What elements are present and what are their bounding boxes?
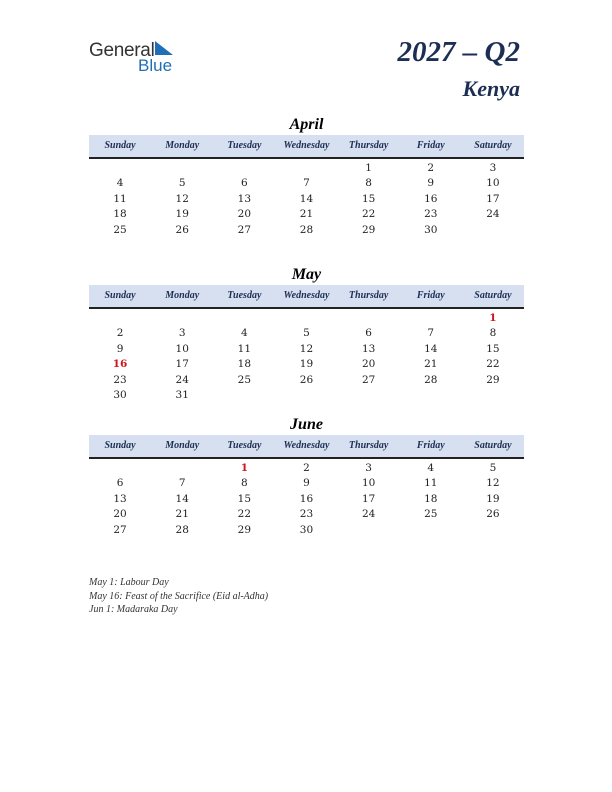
country-name: Kenya bbox=[462, 76, 520, 101]
weekday-label: Sunday bbox=[104, 140, 136, 151]
day-cell: 27 bbox=[361, 373, 376, 386]
day-cell: 16 bbox=[424, 192, 438, 205]
day-cell: 18 bbox=[424, 492, 438, 505]
week-row bbox=[89, 326, 524, 341]
day-cell: 21 bbox=[424, 358, 438, 371]
week-row bbox=[89, 342, 524, 357]
week-row bbox=[89, 192, 524, 207]
day-cell bbox=[338, 388, 400, 403]
day-cell: 29 bbox=[361, 223, 376, 236]
month-days bbox=[89, 459, 524, 538]
day-cell: 6 bbox=[116, 477, 124, 490]
day-cell: 30 bbox=[113, 388, 127, 401]
holiday-notes bbox=[89, 576, 268, 617]
day-cell: 3 bbox=[365, 462, 372, 474]
weekday-label: Wednesday bbox=[283, 140, 330, 151]
day-cell: 14 bbox=[175, 492, 189, 505]
weekday-label: Monday bbox=[165, 440, 200, 451]
day-cell bbox=[275, 161, 337, 176]
day-cell: 20 bbox=[113, 508, 127, 521]
day-cell: 26 bbox=[299, 373, 314, 386]
day-cell: 21 bbox=[175, 508, 189, 521]
day-cell: 30 bbox=[424, 223, 438, 236]
month-days bbox=[89, 309, 524, 403]
day-cell: 2 bbox=[427, 162, 435, 174]
day-cell: 10 bbox=[486, 177, 500, 190]
day-cell: 1 bbox=[240, 462, 248, 474]
day-cell: 28 bbox=[299, 223, 314, 236]
day-cell: 4 bbox=[116, 177, 124, 190]
day-cell bbox=[400, 311, 462, 326]
day-cell bbox=[462, 523, 524, 538]
day-cell: 14 bbox=[424, 342, 438, 355]
day-cell: 28 bbox=[175, 523, 189, 536]
month-april bbox=[89, 115, 524, 238]
weekday-label: Wednesday bbox=[283, 290, 330, 301]
day-cell bbox=[89, 311, 151, 326]
day-cell: 16 bbox=[112, 358, 128, 371]
day-cell: 7 bbox=[303, 177, 310, 190]
day-cell: 7 bbox=[178, 477, 186, 490]
day-cell: 15 bbox=[361, 192, 376, 205]
day-cell: 3 bbox=[489, 162, 497, 174]
day-cell: 12 bbox=[299, 342, 314, 355]
day-cell: 12 bbox=[175, 192, 189, 205]
logo-general-text: General bbox=[89, 40, 155, 61]
day-cell bbox=[338, 311, 400, 326]
week-row bbox=[89, 207, 524, 222]
day-cell: 5 bbox=[178, 177, 186, 190]
day-cell bbox=[151, 461, 213, 476]
day-cell: 10 bbox=[175, 342, 189, 355]
weekday-label: Friday bbox=[416, 140, 445, 151]
weekday-label: Thursday bbox=[348, 440, 389, 451]
weekday-label: Thursday bbox=[348, 140, 389, 151]
logo bbox=[89, 40, 189, 80]
day-cell: 20 bbox=[361, 358, 376, 371]
weekday-label: Monday bbox=[165, 140, 200, 151]
day-cell: 6 bbox=[241, 177, 248, 190]
weekday-label: Wednesday bbox=[283, 440, 330, 451]
day-cell bbox=[151, 311, 213, 326]
week-row bbox=[89, 161, 524, 176]
day-cell: 19 bbox=[486, 492, 500, 505]
day-cell bbox=[338, 523, 400, 538]
day-cell: 23 bbox=[424, 208, 438, 221]
day-cell: 24 bbox=[361, 508, 376, 521]
triangle-flag-icon bbox=[153, 41, 175, 57]
day-cell: 23 bbox=[299, 508, 314, 521]
weekday-label: Tuesday bbox=[227, 140, 262, 151]
day-cell: 17 bbox=[175, 358, 189, 371]
weekday-header bbox=[89, 435, 524, 459]
day-cell: 11 bbox=[424, 477, 438, 490]
month-days bbox=[89, 159, 524, 238]
day-cell: 7 bbox=[427, 327, 435, 340]
day-cell: 2 bbox=[303, 462, 310, 474]
day-cell: 17 bbox=[361, 492, 376, 505]
day-cell: 8 bbox=[365, 177, 372, 190]
day-cell: 24 bbox=[486, 208, 500, 221]
day-cell: 16 bbox=[299, 492, 314, 505]
day-cell: 21 bbox=[299, 208, 314, 221]
holiday-note: May 16: Feast of the Sacrifice (Eid al-Adha) bbox=[89, 590, 269, 602]
day-cell: 25 bbox=[113, 223, 127, 236]
day-cell: 12 bbox=[486, 477, 500, 490]
week-row bbox=[89, 507, 524, 522]
day-cell: 24 bbox=[175, 373, 189, 386]
day-cell: 29 bbox=[486, 373, 500, 386]
day-cell: 25 bbox=[237, 373, 252, 386]
day-cell bbox=[89, 161, 151, 176]
day-cell: 20 bbox=[237, 208, 252, 221]
day-cell bbox=[462, 223, 524, 238]
day-cell bbox=[151, 161, 213, 176]
day-cell bbox=[275, 311, 337, 326]
week-row bbox=[89, 311, 524, 326]
holiday-note: Jun 1: Madaraka Day bbox=[89, 604, 178, 615]
day-cell: 6 bbox=[365, 327, 372, 340]
day-cell: 4 bbox=[241, 327, 248, 340]
weekday-label: Friday bbox=[416, 290, 445, 301]
day-cell: 9 bbox=[116, 342, 124, 355]
weekday-header bbox=[89, 135, 524, 159]
day-cell: 22 bbox=[361, 208, 376, 221]
day-cell bbox=[213, 311, 275, 326]
month-name: May bbox=[291, 266, 322, 283]
day-cell: 1 bbox=[365, 162, 372, 174]
holiday-note: May 1: Labour Day bbox=[89, 577, 169, 588]
day-cell bbox=[89, 461, 151, 476]
week-row bbox=[89, 492, 524, 507]
day-cell: 5 bbox=[303, 327, 310, 340]
day-cell bbox=[213, 388, 275, 403]
day-cell: 27 bbox=[113, 523, 127, 536]
month-name: June bbox=[290, 416, 323, 433]
month-name: April bbox=[289, 116, 324, 133]
weekday-label: Friday bbox=[416, 440, 445, 451]
day-cell: 4 bbox=[427, 462, 435, 474]
logo-blue-text: Blue bbox=[138, 56, 173, 75]
day-cell: 22 bbox=[237, 508, 252, 521]
day-cell: 1 bbox=[489, 312, 497, 324]
week-row bbox=[89, 357, 524, 372]
day-cell: 17 bbox=[486, 192, 500, 205]
weekday-label: Tuesday bbox=[227, 440, 262, 451]
month-may bbox=[89, 265, 524, 403]
day-cell: 11 bbox=[237, 342, 252, 355]
day-cell: 29 bbox=[237, 523, 252, 536]
day-cell: 30 bbox=[299, 523, 314, 536]
day-cell: 18 bbox=[237, 358, 252, 371]
day-cell: 31 bbox=[175, 388, 189, 401]
day-cell: 22 bbox=[486, 358, 500, 371]
day-cell bbox=[462, 388, 524, 403]
week-row bbox=[89, 373, 524, 388]
day-cell: 27 bbox=[237, 223, 252, 236]
weekday-label: Sunday bbox=[104, 440, 136, 451]
day-cell: 14 bbox=[299, 192, 314, 205]
day-cell: 28 bbox=[424, 373, 438, 386]
day-cell: 23 bbox=[113, 373, 127, 386]
week-row bbox=[89, 176, 524, 191]
day-cell: 5 bbox=[489, 462, 497, 474]
weekday-label: Sunday bbox=[104, 290, 136, 301]
day-cell: 3 bbox=[178, 327, 186, 340]
day-cell: 15 bbox=[237, 492, 252, 505]
day-cell: 19 bbox=[175, 208, 189, 221]
week-row bbox=[89, 223, 524, 238]
day-cell: 13 bbox=[361, 342, 376, 355]
day-cell: 13 bbox=[237, 192, 252, 205]
weekday-label: Saturday bbox=[474, 140, 512, 151]
day-cell: 8 bbox=[241, 477, 248, 490]
day-cell: 18 bbox=[113, 208, 127, 221]
day-cell: 15 bbox=[486, 342, 500, 355]
day-cell: 26 bbox=[486, 508, 500, 521]
day-cell: 9 bbox=[427, 177, 435, 190]
weekday-label: Tuesday bbox=[227, 290, 262, 301]
day-cell: 10 bbox=[361, 477, 376, 490]
day-cell bbox=[213, 161, 275, 176]
day-cell: 19 bbox=[299, 358, 314, 371]
weekday-label: Thursday bbox=[348, 290, 389, 301]
weekday-header bbox=[89, 285, 524, 309]
day-cell: 11 bbox=[113, 192, 127, 205]
day-cell bbox=[400, 388, 462, 403]
day-cell: 2 bbox=[116, 327, 124, 340]
day-cell: 9 bbox=[303, 477, 310, 490]
weekday-label: Saturday bbox=[474, 440, 512, 451]
weekday-label: Saturday bbox=[474, 290, 512, 301]
weekday-label: Monday bbox=[165, 290, 200, 301]
week-row bbox=[89, 388, 524, 403]
week-row bbox=[89, 476, 524, 491]
month-june bbox=[89, 415, 524, 538]
day-cell: 25 bbox=[424, 508, 438, 521]
day-cell: 8 bbox=[489, 327, 497, 340]
page-title: 2027 – Q2 bbox=[397, 36, 520, 68]
day-cell bbox=[400, 523, 462, 538]
week-row bbox=[89, 523, 524, 538]
day-cell: 13 bbox=[113, 492, 127, 505]
week-row bbox=[89, 461, 524, 476]
day-cell bbox=[275, 388, 337, 403]
day-cell: 26 bbox=[175, 223, 189, 236]
